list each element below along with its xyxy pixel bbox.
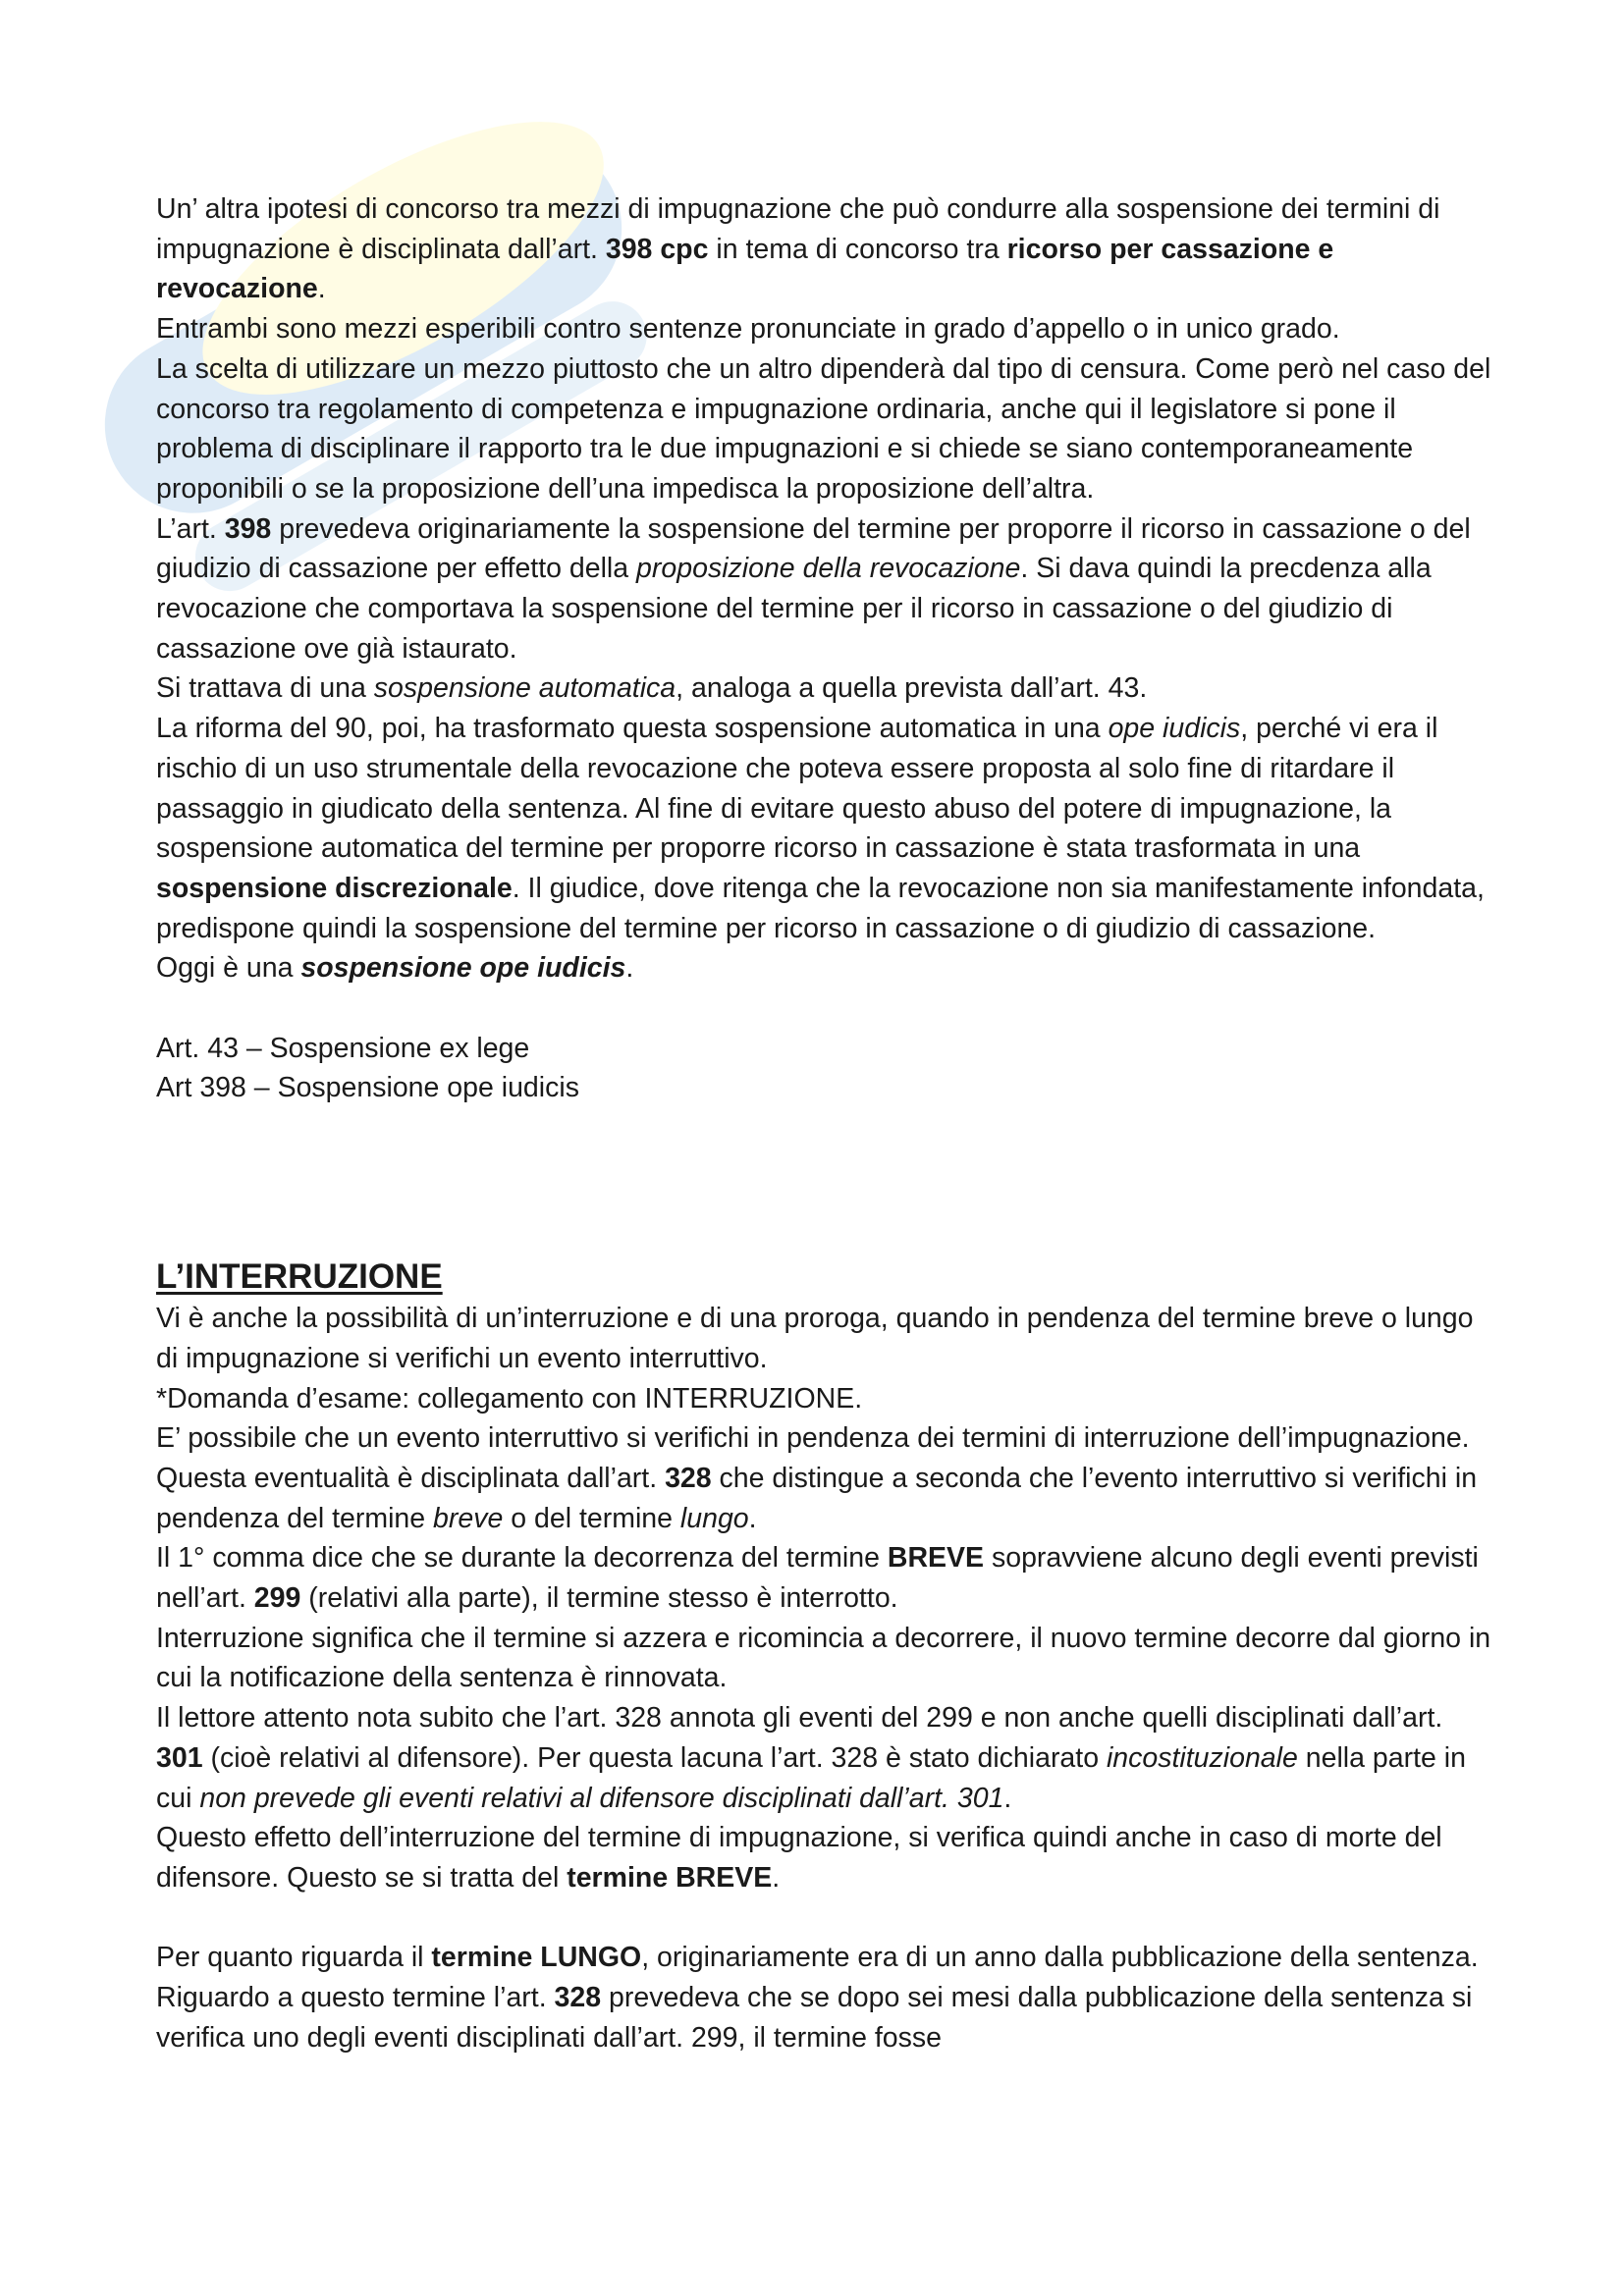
spacer bbox=[156, 988, 1491, 1029]
paragraph: La riforma del 90, poi, ha trasformato questa sospensione automatica in una ope iudicis, perché vi era il rischio di un uso strumentale della revocazione che poteva essere proposta al solo fine di ritardare il passaggio in giudicato della sentenza. Al fine di evitare questo abuso del potere di impugnazione, la sospensione automatica del termine per proporre ricorso in cassazione è stata trasformata in una sospensione discrezionale. Il giudice, dove ritenga che la revocazione non sia manifestamente infondata, predispone quindi la sospensione del termine per ricorso in cassazione o di giudizio di cassazione. bbox=[156, 713, 1485, 944]
paragraph: Si trattava di una sospensione automatica, analoga a quella prevista dall’art. 43. bbox=[156, 672, 1148, 705]
paragraph: Vi è anche la possibilità di un’interruzione e di una proroga, quando in pendenza del termine breve o lungo di impugnazione si verifichi un evento interruttivo. bbox=[156, 1303, 1474, 1374]
paragraph: Un’ altra ipotesi di concorso tra mezzi di impugnazione che può condurre alla sospensione dei termini di impugnazione è disciplinata dall’art. 398 cpc in tema di concorso tra ricorso per cassazione e revocazione. bbox=[156, 193, 1440, 305]
paragraph: Oggi è una sospensione ope iudicis. bbox=[156, 952, 634, 985]
paragraph: L’art. 398 prevedeva originariamente la sospensione del termine per proporre il ricorso in cassazione o del giudizio di cassazione per effetto della proposizione della revocazione. Si dava quindi la precdenza alla revocazione che comportava la sospensione del termine per il ricorso in cassazione o del giudizio di cassazione ove già istaurato. bbox=[156, 512, 1471, 665]
paragraph: Il lettore attento nota subito che l’art. 328 annota gli eventi del 299 e non anche quelli disciplinati dall’art. 301 (cioè relativi al difensore). Per questa lacuna l’art. 328 è stato dichiarato incostituzionale nella parte in cui non prevede gli eventi relativi al difensore disciplinati dall’art. 301. bbox=[156, 1702, 1466, 1814]
paragraph: La scelta di utilizzare un mezzo piuttosto che un altro dipenderà dal tipo di censura. Come però nel caso del concorso tra regolamento di competenza e impugnazione ordinaria, anche qui il legislatore si pone il problema di disciplinare il rapporto tra le due impugnazioni e si chiede se siano contemporaneamente proponibili o se la proposizione dell’una impedisca la proposizione dell’altra. bbox=[156, 352, 1491, 505]
paragraph: Entrambi sono mezzi esperibili contro sentenze pronunciate in grado d’appello o in unico grado. bbox=[156, 313, 1340, 346]
paragraph: Per quanto riguarda il termine LUNGO, originariamente era di un anno dalla pubblicazione della sentenza. Riguardo a questo termine l’art. 328 prevedeva che se dopo sei mesi dalla pubblicazione della sentenza si verifica uno degli eventi disciplinati dall’art. 299, il termine fosse bbox=[156, 1942, 1479, 2054]
list-item: Art. 43 – Sospensione ex lege bbox=[156, 1032, 530, 1064]
paragraph: *Domanda d’esame: collegamento con INTERRUZIONE. bbox=[156, 1382, 863, 1415]
section-heading: L’INTERRUZIONE bbox=[156, 1257, 443, 1297]
list-item: Art 398 – Sospensione ope iudicis bbox=[156, 1072, 579, 1104]
spacer bbox=[156, 1898, 1491, 1939]
paragraph: Il 1° comma dice che se durante la decorrenza del termine BREVE sopravviene alcuno degli eventi previsti nell’art. 299 (relativi alla parte), il termine stesso è interrotto. bbox=[156, 1542, 1479, 1615]
paragraph: E’ possibile che un evento interruttivo si verifichi in pendenza dei termini di interruzione dell’impugnazione. Questa eventualità è disciplinata dall’art. 328 che distingue a seconda che l’evento interruttivo si verifichi in pendenza del termine breve o del termine lungo. bbox=[156, 1422, 1478, 1534]
paragraph: Questo effetto dell’interruzione del termine di impugnazione, si verifica quindi anche in caso di morte del difensore. Questo se si tratta del termine BREVE. bbox=[156, 1822, 1442, 1894]
document-body bbox=[156, 189, 1491, 2058]
spacer bbox=[156, 1108, 1491, 1255]
paragraph: Interruzione significa che il termine si azzera e ricomincia a decorrere, il nuovo termine decorre dal giorno in cui la notificazione della sentenza è rinnovata. bbox=[156, 1622, 1491, 1694]
